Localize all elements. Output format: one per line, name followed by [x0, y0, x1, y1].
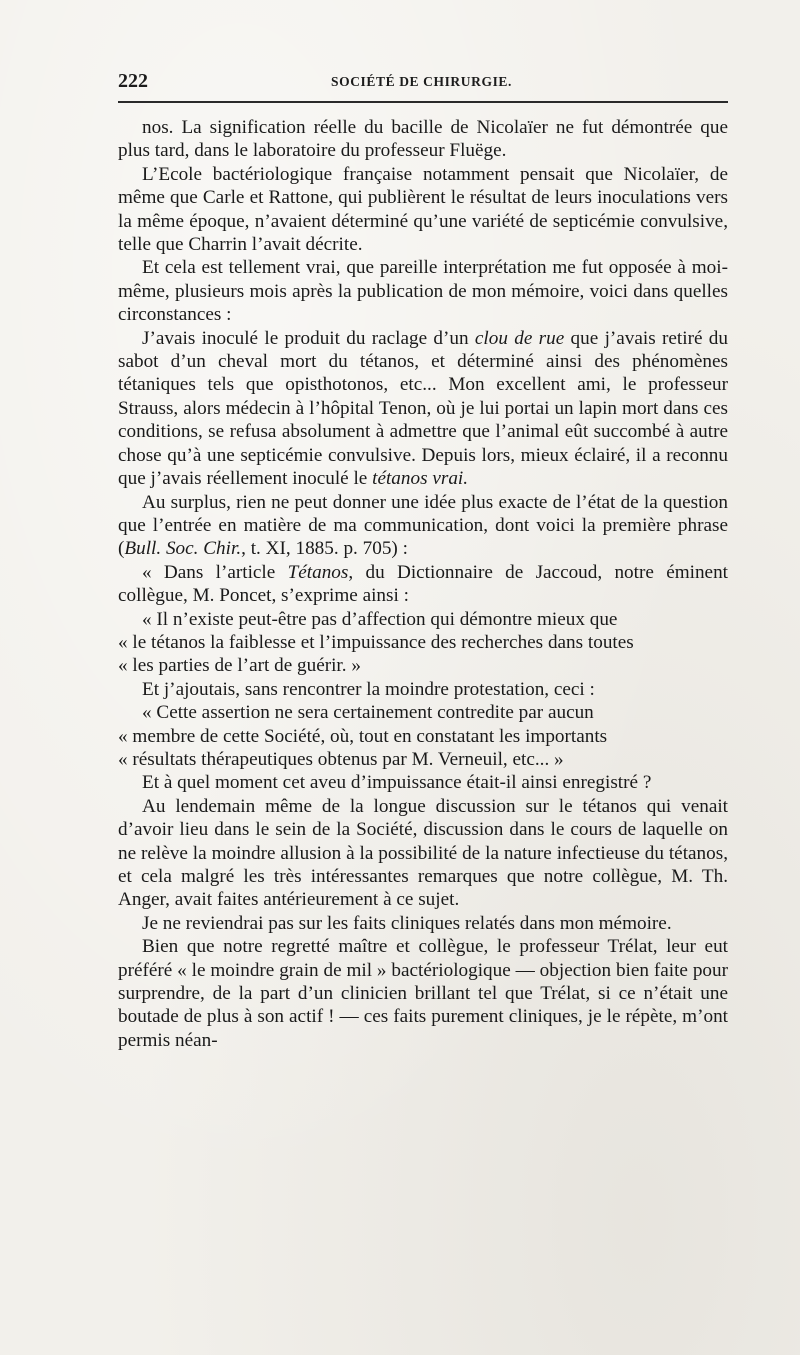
text-segment: « résultats thérapeutiques obtenus par M. Verneuil, etc... »: [118, 748, 564, 770]
text-segment: , t. XI, 1885. p. 705) :: [241, 538, 408, 560]
paragraph: [118, 256, 728, 326]
paragraph: [118, 912, 728, 935]
paragraph: [118, 561, 728, 608]
quote-line: [118, 608, 728, 631]
page-header: [118, 70, 728, 94]
paragraph: [118, 116, 728, 163]
text-segment: « Cette assertion ne sera certainement contredite par aucun: [142, 702, 594, 724]
body-text: [118, 116, 728, 1052]
running-title: SOCIÉTÉ DE CHIRURGIE.: [331, 74, 513, 89]
quote-line: [118, 631, 728, 654]
text-segment: J’avais inoculé le produit du raclage d’un: [142, 327, 475, 349]
italic-text-segment: clou de rue: [474, 327, 565, 349]
text-segment: que j’avais retiré du sabot d’un cheval mort du tétanos, et déterminé ainsi des phénomènes tétaniques tels que opisthotonos, etc... Mon excellent ami, le professeur Strauss, alors médecin à l’hôpital Tenon, où je lui portai un lapin mort dans ces conditions, se refusa absolument à admettre que l’animal eût succombé à autre chose qu’à une septicémie convulsive. Depuis lors, mieux éclairé, il a reconnu que j’avais réellement inoculé le: [118, 327, 728, 490]
italic-text-segment: Tétanos: [287, 561, 349, 583]
italic-text-segment: tétanos vrai.: [372, 468, 469, 490]
text-segment: Je ne reviendrai pas sur les faits cliniques relatés dans mon mémoire.: [142, 912, 672, 934]
text-segment: Et à quel moment cet aveu d’impuissance était-il ainsi enregistré ?: [142, 772, 652, 794]
header-rule: [118, 101, 728, 103]
paragraph: [118, 935, 728, 1052]
text-segment: « les parties de l’art de guérir. »: [118, 655, 361, 677]
text-segment: « Il n’existe peut-être pas d’affection qui démontre mieux que: [142, 608, 618, 630]
quote-line: [118, 654, 728, 677]
text-segment: « le tétanos la faiblesse et l’impuissance des recherches dans toutes: [118, 631, 634, 653]
paragraph: [118, 795, 728, 912]
text-segment: , du Dictionnaire de Jaccoud, notre éminent collègue, M. Poncet, s’exprime ainsi :: [118, 561, 728, 607]
text-segment: Et j’ajoutais, sans rencontrer la moindre protestation, ceci :: [142, 678, 595, 700]
text-segment: Au surplus, rien ne peut donner une idée plus exacte de l’état de la question que l’entrée en matière de ma communication, dont voici la première phrase (: [118, 491, 728, 560]
text-segment: « membre de cette Société, où, tout en constatant les importants: [118, 725, 608, 747]
text-segment: Au lendemain même de la longue discussion sur le tétanos qui venait d’avoir lieu dans le sein de la Société, discussion dans le cours de laquelle on ne relève la moindre allusion à la possibilité de la nature infectieuse du tétanos, et cela malgré les très intéressantes remarques que notre collègue, M. Th. Anger, avait faites antérieurement à ce sujet.: [118, 795, 728, 911]
paragraph: [118, 491, 728, 561]
text-segment: L’Ecole bactériologique française notamment pensait que Nicolaïer, de même que Carle et Rattone, qui publièrent le résultat de leurs inoculations vers la même époque, n’avaient déterminé qu’une variété de septicémie convulsive, telle que Charrin l’avait décrite.: [118, 163, 728, 256]
page-number: 222: [118, 70, 148, 92]
text-segment: Bien que notre regretté maître et collègue, le professeur Trélat, leur eut préféré « le moindre grain de mil » bactériologique — objection bien faite pour surprendre, de la part d’un clinicien brillant tel que Trélat, si ce n’était une boutade de plus à son actif ! — ces faits purement cliniques, je le répète, m’ont permis néan-: [118, 936, 728, 1051]
text-segment: Et cela est tellement vrai, que pareille interprétation me fut opposée à moi-même, plusieurs mois après la publication de mon mémoire, voici dans quelles circonstances :: [118, 257, 728, 326]
quote-line: [118, 725, 728, 748]
quote-line: [118, 748, 728, 771]
paragraph: [118, 163, 728, 257]
italic-citation: Bull. Soc. Chir.: [124, 538, 242, 560]
paragraph: [118, 327, 728, 491]
quote-line: [118, 701, 728, 724]
paragraph: [118, 678, 728, 701]
paragraph: [118, 771, 728, 794]
text-segment: nos. La signification réelle du bacille de Nicolaïer ne fut démontrée que plus tard, dans le laboratoire du professeur Fluëge.: [118, 117, 728, 162]
text-segment: « Dans l’article: [142, 561, 288, 583]
